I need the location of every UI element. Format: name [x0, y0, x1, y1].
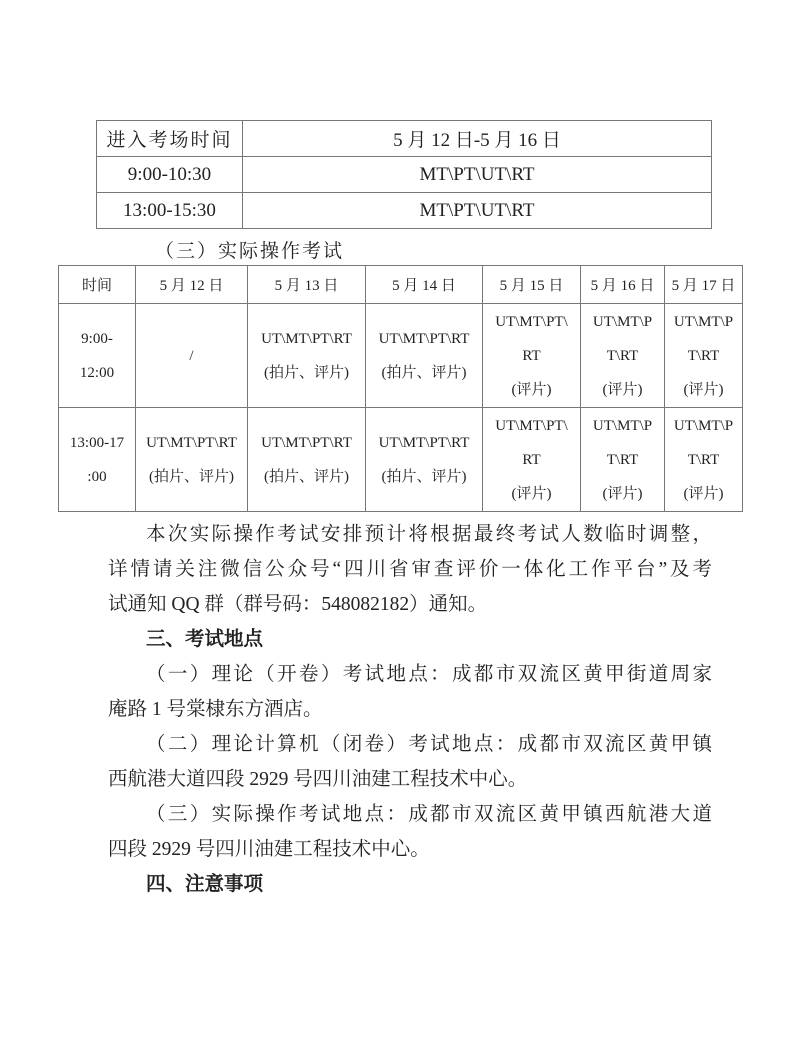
table-cell: [483, 304, 581, 408]
cell-line: UT\MT\P: [673, 313, 734, 330]
cell-line: (拍片、评片): [264, 468, 349, 485]
cell-line: UT\MT\P: [592, 313, 653, 330]
table-header-cell: 时间: [59, 266, 136, 304]
table-cell: MT\PT\UT\RT: [243, 193, 712, 229]
cell-line: (拍片、评片): [381, 468, 467, 485]
cell-line: (评片): [683, 485, 724, 502]
table-header-row: [59, 266, 743, 304]
cell-line: RT: [522, 451, 541, 468]
table-cell: [248, 304, 366, 408]
text-line: （一）理论（开卷）考试地点：成都市双流区黄甲街道周家: [146, 664, 712, 685]
cell-line: (拍片、评片): [381, 364, 467, 381]
cell-line: T\RT: [687, 347, 720, 364]
cell-line: UT\MT\PT\RT: [261, 330, 352, 347]
cell-line: (评片): [602, 485, 643, 502]
table-cell: [136, 304, 248, 408]
cell-line: UT\MT\P: [592, 417, 653, 434]
cell-line: T\RT: [687, 451, 720, 468]
table-header-cell: 5 月 17 日: [665, 266, 743, 304]
cell-line: T\RT: [606, 451, 639, 468]
text-line: （二）理论计算机（闭卷）考试地点：成都市双流区黄甲镇: [146, 734, 712, 755]
table-header-row: [97, 121, 712, 157]
time-cell: [59, 304, 136, 408]
text-line: 试通知 QQ 群（群号码：548082182）通知。: [108, 594, 488, 615]
cell-line: /: [189, 347, 194, 364]
table-cell: 9:00-10:30: [97, 157, 243, 193]
table-cell: [366, 408, 483, 512]
table-header-cell: 5 月 13 日: [248, 266, 366, 304]
cell-line: RT: [522, 347, 541, 364]
table-cell: [581, 304, 665, 408]
cell-line: :00: [87, 468, 107, 485]
table-cell: 5 月 12 日-5 月 16 日: [243, 121, 712, 157]
cell-line: UT\MT\PT\RT: [146, 434, 237, 451]
cell-line: UT\MT\PT\: [495, 313, 568, 330]
table-header-cell: 5 月 14 日: [366, 266, 483, 304]
table-row: [97, 157, 712, 193]
note-paragraph: [108, 517, 712, 902]
table-header-cell: 5 月 16 日: [581, 266, 665, 304]
text-line: 庵路 1 号棠棣东方酒店。: [108, 699, 323, 720]
table-cell: [248, 408, 366, 512]
cell-line: 9:00-: [81, 330, 113, 347]
text-line: 四段 2929 号四川油建工程技术中心。: [108, 839, 430, 860]
cell-line: UT\MT\PT\: [495, 417, 568, 434]
table-cell: [136, 408, 248, 512]
table-cell: 13:00-15:30: [97, 193, 243, 229]
practical-exam-schedule-table: [58, 265, 743, 512]
table-cell: [581, 408, 665, 512]
cell-line: UT\MT\PT\RT: [261, 434, 352, 451]
table-cell: [366, 304, 483, 408]
cell-line: T\RT: [606, 347, 639, 364]
section-heading: 四、注意事项: [146, 873, 264, 895]
text-line: 详情请关注微信公众号“四川省审查评价一体化工作平台”及考: [108, 559, 712, 580]
time-cell: [59, 408, 136, 512]
table-row: [59, 304, 743, 408]
section-heading: 三、考试地点: [146, 628, 264, 650]
section-subheading: （三）实际操作考试: [155, 241, 345, 262]
table-cell: MT\PT\UT\RT: [243, 157, 712, 193]
table-row: [97, 193, 712, 229]
cell-line: 12:00: [79, 364, 115, 381]
table-row: [59, 408, 743, 512]
table-header-cell: 5 月 12 日: [136, 266, 248, 304]
cell-line: UT\MT\PT\RT: [378, 330, 470, 347]
cell-line: (评片): [511, 485, 552, 502]
cell-line: 13:00-17: [69, 434, 125, 451]
text-line: 西航港大道四段 2929 号四川油建工程技术中心。: [108, 769, 528, 790]
entry-time-table: [96, 120, 712, 229]
cell-line: UT\MT\P: [673, 417, 734, 434]
table-cell: [483, 408, 581, 512]
table-header-cell: 5 月 15 日: [483, 266, 581, 304]
table-cell: [665, 304, 743, 408]
cell-line: (评片): [602, 381, 643, 398]
cell-line: (评片): [511, 381, 552, 398]
table-cell: [665, 408, 743, 512]
table-cell: 进入考场时间: [97, 121, 243, 157]
text-line: （三）实际操作考试地点：成都市双流区黄甲镇西航港大道: [146, 804, 712, 825]
cell-line: (拍片、评片): [149, 468, 234, 485]
cell-line: (拍片、评片): [264, 364, 349, 381]
cell-line: UT\MT\PT\RT: [378, 434, 470, 451]
cell-line: (评片): [683, 381, 724, 398]
text-line: 本次实际操作考试安排预计将根据最终考试人数临时调整，: [146, 524, 712, 545]
